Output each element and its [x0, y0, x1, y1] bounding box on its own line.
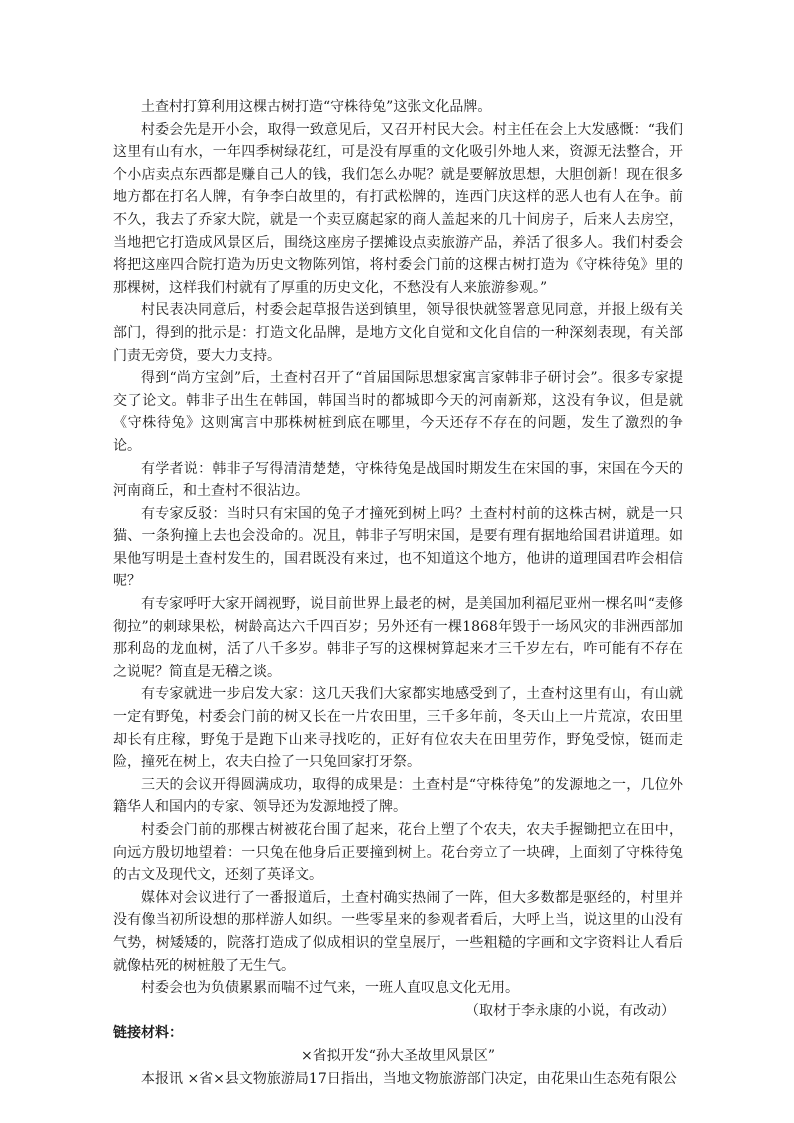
- paragraph-4: 得到“尚方宝剑”后，土查村召开了“首届国际思想家寓言家韩非子研讨会”。很多专家提交了论文。韩非子出生在韩国，韩国当时的都城即今天的河南新郑，这没有争议，但是就《守株待兔》这则寓言中那株树桩到底在哪里，今天还存不存在的问题，发生了激烈的争论。: [113, 370, 683, 454]
- paragraph-12: 村委会也为负债累累而喘不过气来，一班人直叹息文化无用。: [141, 980, 519, 997]
- paragraph-10: 村委会门前的那棵古树被花台围了起来，花台上塑了个农夫，农夫手握锄把立在田中，向远方殷切地望着：一只兔在他身后正要撞到树上。花台旁立了一块碑，上面刻了守株待兔的古文及现代文，还刻了英译文。: [113, 822, 683, 884]
- paragraph-11: 媒体对会议进行了一番报道后，土查村确实热闹了一阵，但大多数都是驱经的，村里并没有像当初所设想的那样游人如织。一些零星来的参观者看后，大呼上当，说这里的山没有气势，树矮矮的，院落打造成了似成相识的堂皇展厅，一些粗糙的字画和文字资料让人看后就像枯死的树桩般了无生气。: [113, 889, 683, 974]
- paragraph-5: 有学者说：韩非子写得清清楚楚，守株待兔是战国时期发生在宋国的事，宋国在今天的河南商丘，和土查村不很沾边。: [113, 460, 683, 500]
- source-note: （取材于李永康的小说，有改动）: [465, 1002, 675, 1019]
- paragraph-7: 有专家呼吁大家开阔视野，说目前世界上最老的树，是美国加利福尼亚州一棵名叫“麦修彻拉”的刺球果松，树龄高达六千四百岁；另外还有一棵1868年毁于一场风灾的非洲西部加那利岛的龙血树，活了八千多岁。韩非子写的这棵树算起来才三千岁左右，咋可能有不存在之说呢？简直是无稽之谈。: [113, 596, 683, 680]
- paragraph-3: 村民表决同意后，村委会起草报告送到镇里，领导很快就签署意见同意，并报上级有关部门，得到的批示是：打造文化品牌，是地方文化自觉和文化自信的一种深刻表现，有关部门责无旁贷，要大力支持。: [113, 302, 683, 364]
- document-page: [113, 96, 683, 1090]
- paragraph-9: 三天的会议开得圆满成功，取得的成果是：土查村是“守株待兔”的发源地之一，几位外籍华人和国内的专家、领导还为发源地授了牌。: [113, 776, 683, 816]
- paragraph-8: 有专家就进一步启发大家：这几天我们大家都实地感受到了，土查村这里有山，有山就一定有野兔，村委会门前的树又长在一片农田里，三千多年前，冬天山上一片荒凉，农田里却长有庄稼，野兔于是跑下山来寻找吃的，正好有位农夫在田里劳作，野兔受惊，铤而走险，撞死在树上，农夫白捡了一只兔回家打牙祭。: [113, 686, 683, 771]
- news-body-text: 本报讯 ×省×县文物旅游局17日指出，当地文物旅游部门决定，由花果山生态苑有限公: [141, 1070, 677, 1087]
- paragraph-2: 村委会先是开小会，取得一致意见后，又召开村民大会。村主任在会上大发感慨：“我们这里有山有水，一年四季树绿花红，可是没有厚重的文化吸引外地人来，资源无法整合，开个小店卖点东西都是赚自己人的钱，我们怎么办呢？就是要解放思想，大胆创新！现在很多地方都在打名人牌，有争李白故里的，有打武松牌的，连西门庆这样的恶人也有人在争。前不久，我去了乔家大院，就是一个卖豆腐起家的商人盖起来的几十间房子，后来人去房空，当地把它打造成风景区后，围绕这座房子摆摊设点卖旅游产品，养活了很多人。我们村委会将把这座四合院打造为历史文物陈列馆，将村委会门前的这棵古树打造为《守株待兔》里的那棵树，这样我们村就有了厚重的历史文化，不愁没有人来旅游参观。”: [113, 121, 683, 296]
- link-material-heading: 链接材料：: [113, 1025, 183, 1042]
- paragraph-6: 有专家反驳：当时只有宋国的兔子才撞死到树上吗？土查村村前的这株古树，就是一只猫、一条狗撞上去也会没命的。况且，韩非子写明宋国，是要有理有据地给国君讲道理。如果他写明是土查村发生的，国君既没有来过，也不知道这个地方，他讲的道理国君咋会相信呢？: [113, 505, 683, 590]
- paragraph-1: 土查村打算利用这棵古树打造“守株待兔”这张文化品牌。: [141, 99, 492, 115]
- news-headline: ×省拟开发“孙大圣故里风景区”: [300, 1047, 496, 1064]
